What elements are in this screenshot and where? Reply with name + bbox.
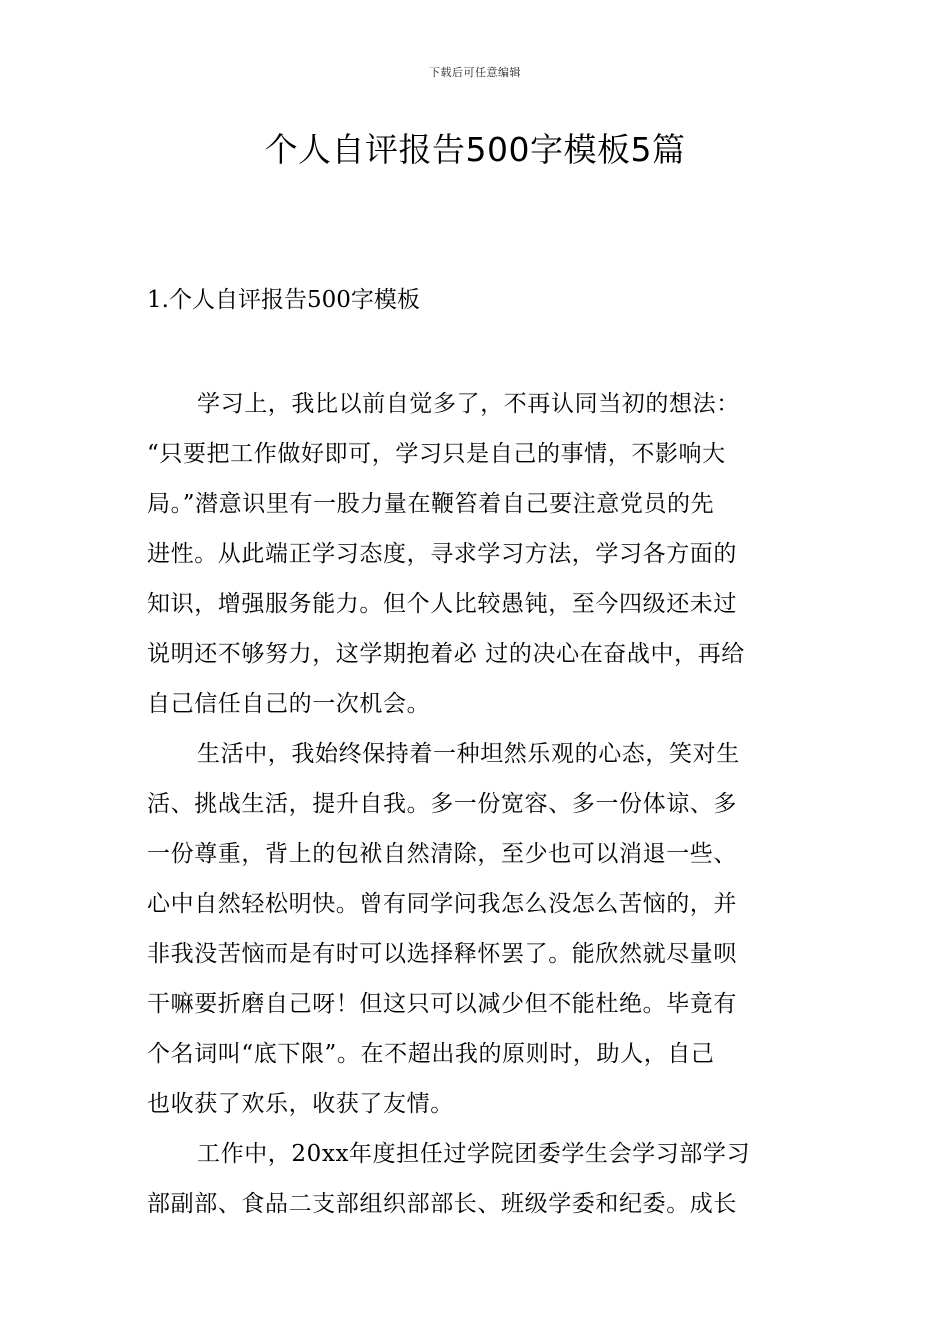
paragraph-work — [147, 1129, 807, 1229]
paragraph-line: 非我没苦恼而是有时可以选择释怀罢了。能欣然就尽量呗 — [147, 941, 737, 967]
paragraph-line: 一份尊重，背上的包袱自然清除，至少也可以消退一些、 — [147, 841, 737, 867]
paragraph-line: “只要把工作做好即可，学习只是自己的事情，不影响大 — [147, 441, 726, 467]
paragraph-line: 也收获了欢乐，收获了友情。 — [147, 1091, 454, 1117]
paragraph-line: 说明还不够努力，这学期抱着必 过的决心在奋战中，再给 — [147, 641, 745, 667]
paragraph-line: 心中自然轻松明快。曾有同学问我怎么没怎么苦恼的，并 — [147, 891, 737, 917]
paragraph-line: 局。”潜意识里有一股力量在鞭笞着自己要注意党员的先 — [147, 491, 715, 517]
paragraph-line: 部副部、食品二支部组织部部长、班级学委和纪委。成长 — [147, 1191, 737, 1217]
paragraph-line: 学习上，我比以前自觉多了，不再认同当初的想法： — [197, 391, 740, 417]
section-heading: 1.个人自评报告500字模板 — [147, 287, 420, 313]
header-note: 下载后可任意编辑 — [429, 66, 521, 79]
paragraph-line: 工作中，20xx年度担任过学院团委学生会学习部学习 — [197, 1141, 751, 1167]
paragraph-line: 自己信任自己的一次机会。 — [147, 691, 431, 717]
paragraph-line: 知识，增强服务能力。但个人比较愚钝，至今四级还未过 — [147, 591, 737, 617]
paragraph-line: 个名词叫“底下限”。在不超出我的原则时，助人，自己 — [147, 1041, 715, 1067]
document-title: 个人自评报告500字模板5篇 — [264, 130, 686, 169]
paragraph-line: 进性。从此端正学习态度，寻求学习方法，学习各方面的 — [147, 541, 737, 567]
paragraph-line: 生活中，我始终保持着一种坦然乐观的心态，笑对生 — [197, 741, 740, 767]
paragraph-line: 干嘛要折磨自己呀！但这只可以减少但不能杜绝。毕竟有 — [147, 991, 737, 1017]
paragraph-life — [147, 729, 807, 1129]
paragraph-study — [147, 379, 807, 729]
paragraph-line: 活、挑战生活，提升自我。多一份宽容、多一份体谅、多 — [147, 791, 737, 817]
